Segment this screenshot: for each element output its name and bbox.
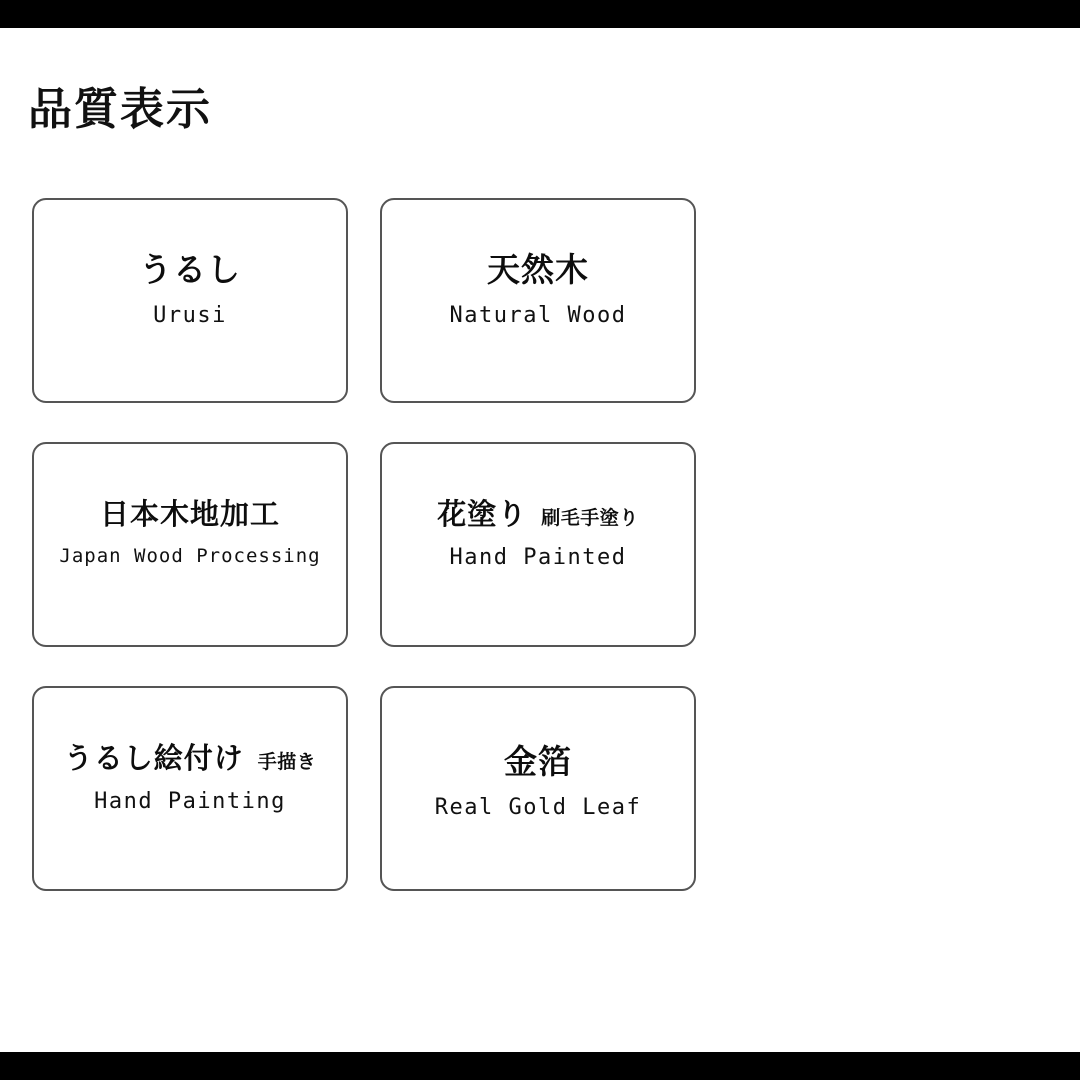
- card-japanese-main: 花塗り: [437, 497, 528, 531]
- card-japanese-line: [100, 492, 280, 533]
- content-sheet: [0, 28, 1080, 1052]
- card-japanese-main: うるし絵付け: [63, 741, 244, 775]
- card-japanese-line: [64, 736, 317, 777]
- quality-label-grid: [32, 198, 712, 930]
- card-japanese-main: 日本木地加工: [99, 497, 280, 531]
- quality-card-japan-wood-processing: [32, 442, 348, 647]
- card-japanese-main: 金箔: [504, 742, 572, 781]
- quality-card-real-gold-leaf: [380, 686, 696, 891]
- card-english-label: Japan Wood Processing: [59, 545, 321, 567]
- card-english-label: Urusi: [153, 303, 227, 328]
- quality-card-hand-painted: [380, 442, 696, 647]
- card-row: [32, 198, 712, 403]
- card-japanese-line: [487, 244, 589, 291]
- card-english-label: Natural Wood: [449, 303, 627, 328]
- card-english-label: Hand Painting: [94, 789, 286, 814]
- quality-card-urusi: [32, 198, 348, 403]
- card-row: [32, 442, 712, 647]
- card-japanese-main: 天然木: [487, 250, 589, 289]
- page-title: 品質表示: [28, 84, 212, 135]
- card-row: [32, 686, 712, 891]
- card-japanese-sub: 手描き: [257, 751, 317, 773]
- card-english-label: Real Gold Leaf: [434, 795, 642, 820]
- quality-card-natural-wood: [380, 198, 696, 403]
- card-japanese-line: [139, 244, 241, 291]
- card-japanese-sub: 刷毛手塗り: [541, 507, 639, 529]
- card-japanese-line: [504, 736, 572, 783]
- card-japanese-line: [437, 492, 639, 533]
- card-english-label: Hand Painted: [449, 545, 627, 570]
- card-japanese-main: うるし: [139, 250, 241, 289]
- quality-card-hand-painting: [32, 686, 348, 891]
